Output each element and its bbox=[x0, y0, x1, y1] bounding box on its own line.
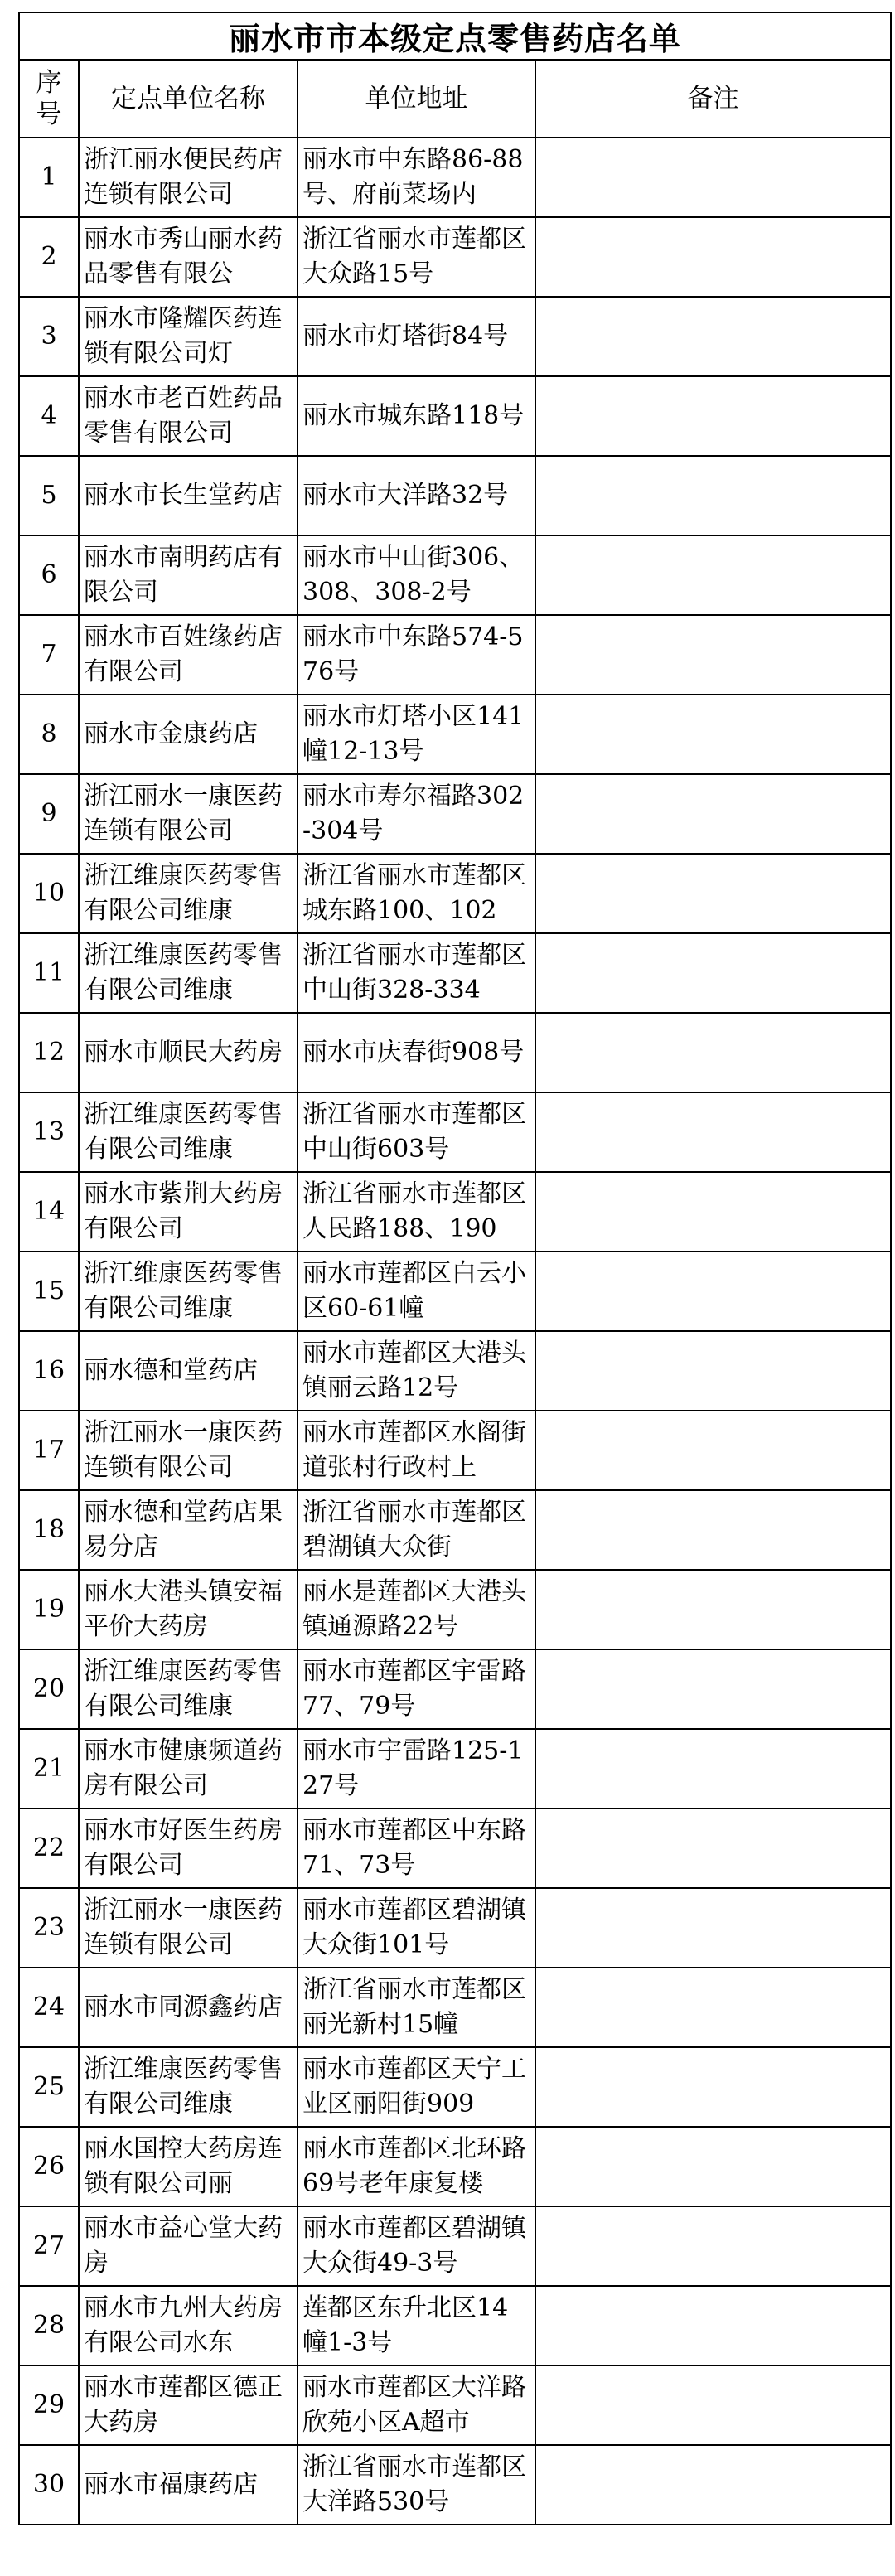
row-number bbox=[19, 615, 79, 695]
pharmacy-name-cell bbox=[79, 1331, 298, 1411]
pharmacy-name-cell bbox=[79, 1411, 298, 1490]
pharmacy-name-cell-text: 丽水德和堂药店果易分店 bbox=[84, 1498, 283, 1562]
pharmacy-name-cell-text: 浙江丽水一康医药连锁有限公司 bbox=[84, 1418, 283, 1482]
row-number bbox=[19, 1331, 79, 1411]
pharmacy-name-cell-text: 丽水市同源鑫药店 bbox=[84, 1993, 283, 2022]
column-header-note: 备注 bbox=[535, 60, 891, 138]
pharmacy-name-cell-text: 浙江维康医药零售有限公司维康 bbox=[84, 861, 283, 925]
pharmacy-name-cell-text: 丽水市莲都区德正大药房 bbox=[84, 2373, 283, 2437]
row-number-text: 29 bbox=[32, 2390, 65, 2419]
row-number bbox=[19, 933, 79, 1013]
row-number-text: 26 bbox=[32, 2152, 65, 2181]
pharmacy-address-cell-text: 浙江省丽水市莲都区大洋路530号 bbox=[302, 2453, 526, 2516]
pharmacy-address-cell bbox=[298, 2286, 535, 2365]
pharmacy-address-cell-text: 丽水市莲都区大洋路欣苑小区A超市 bbox=[302, 2373, 526, 2437]
note-cell bbox=[535, 535, 891, 615]
table-row bbox=[19, 1490, 891, 1570]
row-number bbox=[19, 2206, 79, 2286]
note-cell bbox=[535, 376, 891, 456]
pharmacy-name-cell bbox=[79, 1649, 298, 1729]
pharmacy-name-cell bbox=[79, 1888, 298, 1968]
table-row bbox=[19, 535, 891, 615]
row-number bbox=[19, 1252, 79, 1331]
pharmacy-name-cell-text: 丽水市福康药店 bbox=[84, 2470, 258, 2499]
pharmacy-address-cell-text: 丽水市灯塔街84号 bbox=[302, 322, 509, 351]
table-row bbox=[19, 933, 891, 1013]
pharmacy-name-cell bbox=[79, 1968, 298, 2047]
table-row bbox=[19, 1013, 891, 1092]
row-number bbox=[19, 2445, 79, 2525]
pharmacy-address-cell bbox=[298, 1411, 535, 1490]
row-number bbox=[19, 1490, 79, 1570]
pharmacy-address-cell-text: 丽水市莲都区碧湖镇大众街101号 bbox=[302, 1896, 526, 1959]
row-number bbox=[19, 297, 79, 376]
pharmacy-name-cell-text: 浙江丽水一康医药连锁有限公司 bbox=[84, 782, 283, 845]
row-number-text: 23 bbox=[32, 1913, 65, 1942]
pharmacy-name-cell-text: 丽水市紫荆大药房有限公司 bbox=[84, 1179, 283, 1243]
row-number-text: 28 bbox=[32, 2311, 65, 2340]
pharmacy-address-cell-text: 浙江省丽水市莲都区大众路15号 bbox=[302, 225, 526, 288]
pharmacy-address-cell-text: 丽水市莲都区北环路69号老年康复楼 bbox=[302, 2134, 526, 2198]
pharmacy-address-cell bbox=[298, 774, 535, 854]
pharmacy-name-cell bbox=[79, 2206, 298, 2286]
table-row bbox=[19, 1888, 891, 1968]
pharmacy-address-cell-text: 丽水市莲都区碧湖镇大众街49-3号 bbox=[302, 2214, 526, 2278]
row-number bbox=[19, 1013, 79, 1092]
row-number bbox=[19, 695, 79, 774]
pharmacy-address-cell bbox=[298, 2365, 535, 2445]
row-number-text: 21 bbox=[32, 1754, 65, 1783]
document-title: 丽水市市本级定点零售药店名单 bbox=[19, 12, 891, 60]
pharmacy-name-cell-text: 丽水市老百姓药品零售有限公司 bbox=[84, 384, 283, 448]
pharmacy-name-cell-text: 丽水市益心堂大药房 bbox=[84, 2214, 283, 2278]
pharmacy-address-cell bbox=[298, 456, 535, 535]
note-cell bbox=[535, 1092, 891, 1172]
pharmacy-address-cell-text: 莲都区东升北区14幢1-3号 bbox=[302, 2293, 509, 2357]
table-row bbox=[19, 2286, 891, 2365]
pharmacy-address-cell-text: 浙江省丽水市莲都区人民路188、190 bbox=[302, 1179, 526, 1243]
pharmacy-name-cell-text: 丽水市好医生药房有限公司 bbox=[84, 1816, 283, 1880]
pharmacy-name-cell-text: 丽水市健康频道药房有限公司 bbox=[84, 1736, 283, 1800]
row-number-text: 20 bbox=[32, 1674, 65, 1703]
pharmacy-address-cell-text: 丽水市莲都区白云小区60-61幢 bbox=[302, 1259, 526, 1323]
table-row bbox=[19, 2445, 891, 2525]
row-number-text: 25 bbox=[32, 2072, 65, 2101]
pharmacy-address-cell-text: 丽水市莲都区大港头镇丽云路12号 bbox=[302, 1339, 526, 1402]
note-cell bbox=[535, 1172, 891, 1252]
pharmacy-name-cell bbox=[79, 138, 298, 217]
table-row bbox=[19, 695, 891, 774]
note-cell bbox=[535, 1490, 891, 1570]
pharmacy-name-cell bbox=[79, 2047, 298, 2127]
pharmacy-name-cell bbox=[79, 1809, 298, 1888]
row-number bbox=[19, 1968, 79, 2047]
pharmacy-address-cell-text: 丽水市莲都区宇雷路77、79号 bbox=[302, 1657, 526, 1721]
note-cell bbox=[535, 456, 891, 535]
table-row bbox=[19, 1968, 891, 2047]
pharmacy-name-cell bbox=[79, 695, 298, 774]
pharmacy-name-cell-text: 浙江维康医药零售有限公司维康 bbox=[84, 1259, 283, 1323]
note-cell bbox=[535, 933, 891, 1013]
pharmacy-name-cell bbox=[79, 1013, 298, 1092]
row-number-text: 6 bbox=[41, 560, 57, 589]
note-cell bbox=[535, 854, 891, 933]
row-number bbox=[19, 1649, 79, 1729]
pharmacy-address-cell-text: 浙江省丽水市莲都区丽光新村15幢 bbox=[302, 1975, 526, 2039]
note-cell bbox=[535, 695, 891, 774]
row-number bbox=[19, 1411, 79, 1490]
row-number bbox=[19, 217, 79, 297]
row-number-text: 12 bbox=[32, 1038, 65, 1067]
pharmacy-name-cell-text: 丽水市百姓缘药店有限公司 bbox=[84, 622, 283, 686]
row-number-text: 15 bbox=[32, 1276, 65, 1305]
pharmacy-name-cell-text: 丽水市长生堂药店 bbox=[84, 481, 283, 510]
table-row bbox=[19, 1729, 891, 1809]
pharmacy-address-cell-text: 丽水市庆春街908号 bbox=[302, 1038, 525, 1067]
pharmacy-address-cell-text: 丽水市中山街306、308、308-2号 bbox=[302, 543, 525, 607]
row-number-text: 3 bbox=[41, 322, 57, 351]
note-cell bbox=[535, 1013, 891, 1092]
pharmacy-name-cell bbox=[79, 1172, 298, 1252]
table-row bbox=[19, 376, 891, 456]
table-row bbox=[19, 854, 891, 933]
row-number-text: 17 bbox=[32, 1436, 65, 1465]
pharmacy-address-cell bbox=[298, 933, 535, 1013]
pharmacy-address-cell-text: 浙江省丽水市莲都区碧湖镇大众街 bbox=[302, 1498, 526, 1562]
pharmacy-address-cell-text: 丽水市城东路118号 bbox=[302, 401, 525, 430]
table-row bbox=[19, 138, 891, 217]
table-row bbox=[19, 297, 891, 376]
pharmacy-address-cell bbox=[298, 1092, 535, 1172]
table-row bbox=[19, 1649, 891, 1729]
table-row bbox=[19, 1570, 891, 1649]
note-cell bbox=[535, 217, 891, 297]
row-number-text: 7 bbox=[41, 640, 57, 669]
row-number-text: 1 bbox=[41, 162, 57, 191]
note-cell bbox=[535, 1809, 891, 1888]
table-row bbox=[19, 1809, 891, 1888]
note-cell bbox=[535, 1968, 891, 2047]
pharmacy-address-cell bbox=[298, 1888, 535, 1968]
pharmacy-name-cell bbox=[79, 2286, 298, 2365]
pharmacy-name-cell bbox=[79, 1570, 298, 1649]
pharmacy-name-cell bbox=[79, 456, 298, 535]
pharmacy-name-cell bbox=[79, 297, 298, 376]
row-number-text: 11 bbox=[32, 958, 65, 987]
row-number bbox=[19, 456, 79, 535]
table-row bbox=[19, 2365, 891, 2445]
note-cell bbox=[535, 1649, 891, 1729]
table-row bbox=[19, 1411, 891, 1490]
pharmacy-name-cell-text: 浙江维康医药零售有限公司维康 bbox=[84, 1100, 283, 1164]
row-number-text: 19 bbox=[32, 1595, 65, 1624]
row-number-text: 9 bbox=[41, 799, 57, 828]
pharmacy-address-cell bbox=[298, 1649, 535, 1729]
row-number bbox=[19, 535, 79, 615]
header-row bbox=[19, 60, 891, 138]
pharmacy-list-table bbox=[18, 12, 892, 2525]
pharmacy-address-cell-text: 丽水市莲都区水阁街道张村行政村上 bbox=[302, 1418, 526, 1482]
row-number-text: 16 bbox=[32, 1356, 65, 1385]
row-number bbox=[19, 2365, 79, 2445]
row-number bbox=[19, 774, 79, 854]
note-cell bbox=[535, 1888, 891, 1968]
row-number bbox=[19, 854, 79, 933]
note-cell bbox=[535, 1570, 891, 1649]
table-row bbox=[19, 1331, 891, 1411]
row-number bbox=[19, 1888, 79, 1968]
title-row bbox=[19, 12, 891, 60]
row-number-text: 10 bbox=[32, 879, 65, 908]
row-number bbox=[19, 138, 79, 217]
pharmacy-name-cell-text: 浙江维康医药零售有限公司维康 bbox=[84, 941, 283, 1005]
column-header-no: 序号 bbox=[19, 60, 79, 138]
pharmacy-name-cell bbox=[79, 615, 298, 695]
pharmacy-address-cell bbox=[298, 535, 535, 615]
pharmacy-address-cell-text: 丽水市宇雷路125-127号 bbox=[302, 1736, 524, 1800]
pharmacy-address-cell-text: 丽水市大洋路32号 bbox=[302, 481, 509, 510]
row-number-text: 27 bbox=[32, 2231, 65, 2260]
note-cell bbox=[535, 2206, 891, 2286]
pharmacy-name-cell bbox=[79, 217, 298, 297]
pharmacy-name-cell-text: 丽水市南明药店有限公司 bbox=[84, 543, 283, 607]
pharmacy-name-cell-text: 丽水市金康药店 bbox=[84, 719, 258, 748]
row-number bbox=[19, 1092, 79, 1172]
pharmacy-name-cell-text: 浙江丽水一康医药连锁有限公司 bbox=[84, 1896, 283, 1959]
pharmacy-name-cell bbox=[79, 376, 298, 456]
pharmacy-address-cell bbox=[298, 297, 535, 376]
row-number bbox=[19, 376, 79, 456]
pharmacy-name-cell bbox=[79, 2127, 298, 2206]
row-number-text: 13 bbox=[32, 1117, 65, 1146]
pharmacy-address-cell bbox=[298, 2127, 535, 2206]
column-header-address: 单位地址 bbox=[298, 60, 535, 138]
pharmacy-address-cell bbox=[298, 1252, 535, 1331]
row-number bbox=[19, 1729, 79, 1809]
pharmacy-address-cell-text: 丽水市中东路574-576号 bbox=[302, 622, 524, 686]
table-row bbox=[19, 615, 891, 695]
table-row bbox=[19, 2127, 891, 2206]
note-cell bbox=[535, 1729, 891, 1809]
pharmacy-name-cell-text: 浙江丽水便民药店连锁有限公司 bbox=[84, 145, 283, 209]
pharmacy-name-cell-text: 丽水德和堂药店 bbox=[84, 1356, 258, 1385]
pharmacy-address-cell bbox=[298, 695, 535, 774]
note-cell bbox=[535, 2365, 891, 2445]
pharmacy-address-cell-text: 丽水市寿尔福路302-304号 bbox=[302, 782, 525, 845]
row-number-text: 14 bbox=[32, 1197, 65, 1226]
table-row bbox=[19, 2206, 891, 2286]
note-cell bbox=[535, 2127, 891, 2206]
pharmacy-address-cell-text: 丽水市中东路86-88号、府前菜场内 bbox=[302, 145, 524, 209]
row-number bbox=[19, 1809, 79, 1888]
pharmacy-name-cell-text: 浙江维康医药零售有限公司维康 bbox=[84, 1657, 283, 1721]
pharmacy-name-cell-text: 丽水市秀山丽水药品零售有限公 bbox=[84, 225, 283, 288]
pharmacy-address-cell bbox=[298, 1013, 535, 1092]
pharmacy-address-cell bbox=[298, 2445, 535, 2525]
row-number bbox=[19, 2127, 79, 2206]
row-number-text: 18 bbox=[32, 1515, 65, 1544]
note-cell bbox=[535, 2445, 891, 2525]
pharmacy-address-cell bbox=[298, 217, 535, 297]
row-number-text: 24 bbox=[32, 1993, 65, 2022]
pharmacy-name-cell-text: 浙江维康医药零售有限公司维康 bbox=[84, 2055, 283, 2118]
column-header-name: 定点单位名称 bbox=[79, 60, 298, 138]
pharmacy-address-cell-text: 浙江省丽水市莲都区城东路100、102 bbox=[302, 861, 526, 925]
pharmacy-address-cell bbox=[298, 1729, 535, 1809]
note-cell bbox=[535, 1411, 891, 1490]
table-row bbox=[19, 774, 891, 854]
pharmacy-name-cell bbox=[79, 2445, 298, 2525]
pharmacy-address-cell bbox=[298, 1968, 535, 2047]
pharmacy-address-cell-text: 丽水是莲都区大港头镇通源路22号 bbox=[302, 1577, 526, 1641]
note-cell bbox=[535, 1252, 891, 1331]
row-number-text: 22 bbox=[32, 1833, 65, 1862]
table-row bbox=[19, 456, 891, 535]
note-cell bbox=[535, 774, 891, 854]
table-row bbox=[19, 2047, 891, 2127]
pharmacy-address-cell-text: 丽水市莲都区中东路71、73号 bbox=[302, 1816, 526, 1880]
row-number-text: 4 bbox=[41, 401, 57, 430]
note-cell bbox=[535, 2047, 891, 2127]
pharmacy-name-cell bbox=[79, 1252, 298, 1331]
table-row bbox=[19, 217, 891, 297]
pharmacy-name-cell-text: 丽水市隆耀医药连锁有限公司灯 bbox=[84, 304, 283, 368]
pharmacy-address-cell bbox=[298, 2206, 535, 2286]
note-cell bbox=[535, 1331, 891, 1411]
pharmacy-name-cell bbox=[79, 2365, 298, 2445]
pharmacy-address-cell bbox=[298, 138, 535, 217]
pharmacy-address-cell bbox=[298, 376, 535, 456]
pharmacy-name-cell bbox=[79, 774, 298, 854]
row-number-text: 2 bbox=[41, 242, 57, 271]
pharmacy-address-cell-text: 浙江省丽水市莲都区中山街328-334 bbox=[302, 941, 526, 1005]
pharmacy-address-cell bbox=[298, 1570, 535, 1649]
row-number-text: 30 bbox=[32, 2470, 65, 2499]
pharmacy-address-cell bbox=[298, 1809, 535, 1888]
table-row bbox=[19, 1172, 891, 1252]
pharmacy-address-cell bbox=[298, 1490, 535, 1570]
row-number-text: 8 bbox=[41, 719, 57, 748]
pharmacy-address-cell bbox=[298, 1331, 535, 1411]
pharmacy-address-cell bbox=[298, 854, 535, 933]
note-cell bbox=[535, 2286, 891, 2365]
pharmacy-address-cell bbox=[298, 2047, 535, 2127]
pharmacy-name-cell bbox=[79, 1729, 298, 1809]
row-number bbox=[19, 2286, 79, 2365]
pharmacy-address-cell bbox=[298, 615, 535, 695]
note-cell bbox=[535, 615, 891, 695]
row-number bbox=[19, 1570, 79, 1649]
pharmacy-name-cell bbox=[79, 854, 298, 933]
pharmacy-name-cell bbox=[79, 1490, 298, 1570]
note-cell bbox=[535, 138, 891, 217]
table-row bbox=[19, 1092, 891, 1172]
pharmacy-name-cell-text: 丽水市九州大药房有限公司水东 bbox=[84, 2293, 283, 2357]
pharmacy-name-cell-text: 丽水大港头镇安福平价大药房 bbox=[84, 1577, 283, 1641]
pharmacy-address-cell-text: 浙江省丽水市莲都区中山街603号 bbox=[302, 1100, 526, 1164]
row-number-text: 5 bbox=[41, 481, 57, 510]
pharmacy-name-cell-text: 丽水市顺民大药房 bbox=[84, 1038, 283, 1067]
note-cell bbox=[535, 297, 891, 376]
pharmacy-name-cell bbox=[79, 1092, 298, 1172]
pharmacy-address-cell-text: 丽水市灯塔小区141幢12-13号 bbox=[302, 702, 525, 766]
pharmacy-name-cell bbox=[79, 933, 298, 1013]
pharmacy-name-cell-text: 丽水国控大药房连锁有限公司丽 bbox=[84, 2134, 283, 2198]
table-row bbox=[19, 1252, 891, 1331]
row-number bbox=[19, 2047, 79, 2127]
pharmacy-address-cell bbox=[298, 1172, 535, 1252]
pharmacy-name-cell bbox=[79, 535, 298, 615]
row-number bbox=[19, 1172, 79, 1252]
pharmacy-address-cell-text: 丽水市莲都区天宁工业区丽阳街909 bbox=[302, 2055, 526, 2118]
